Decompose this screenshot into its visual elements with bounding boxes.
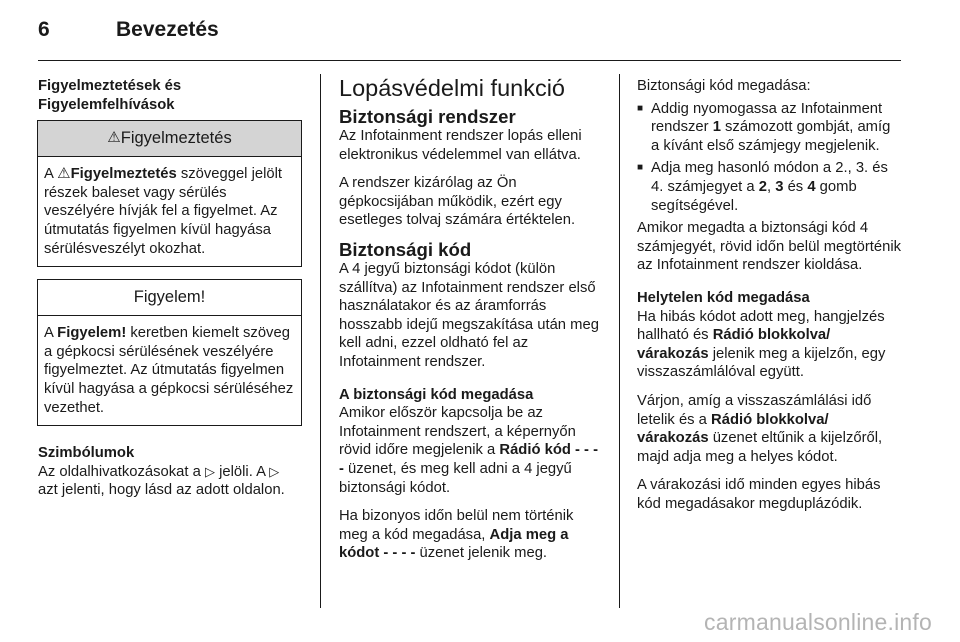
paragraph: A rendszer kizárólag az Ön gépkocsijában működik, ezért egy esetleges tolvaj számára értéktelen. bbox=[339, 175, 576, 229]
paragraph: Amikor megadta a biztonsági kód 4 számjegyét, rövid időn belül megtörténik az Infotainment rendszer kioldása. bbox=[637, 220, 902, 274]
caution-box-title: Figyelem! bbox=[133, 288, 206, 307]
header-rule bbox=[38, 60, 901, 61]
paragraph: Az Infotainment rendszer lopás elleni elektronikus védelemmel van ellátva. bbox=[339, 128, 582, 163]
subtitle-wrong-code: Helytelen kód megadása bbox=[637, 289, 810, 306]
page-number: 6 bbox=[38, 18, 50, 41]
column-right bbox=[637, 77, 901, 523]
column-divider-1 bbox=[320, 74, 321, 608]
page-header bbox=[38, 18, 219, 42]
page-reference-arrow-icon: ▷ bbox=[269, 463, 280, 479]
subtitle-security-system: Biztonsági rendszer bbox=[339, 106, 516, 127]
symbols-title: Szimbólumok bbox=[38, 445, 135, 462]
paragraph: Amikor először kapcsolja be az Infotainment rendszert, a képernyőn rövid időre megjelenik a Rádió kód - - - - üzenet, és meg kell adni a 4 jegyű biztonsági kódot. bbox=[339, 405, 599, 496]
column-middle bbox=[339, 77, 603, 573]
caution-box-header bbox=[38, 280, 301, 316]
page-reference-arrow-icon: ▷ bbox=[204, 463, 215, 479]
paragraph: Biztonsági kód megadása: bbox=[637, 78, 811, 94]
paragraph: A várakozási idő minden egyes hibás kód megadásakor megduplázódik. bbox=[637, 477, 881, 512]
list-item: ■ Adja meg hasonló módon a 2., 3. és 4. számjegyet a 2, 3 és 4 gomb segítségével. bbox=[637, 159, 901, 215]
symbols-text: Az oldalhivatkozásokat a ▷ jelöli. A ▷ azt jelenti, hogy lásd az adott oldalon. bbox=[38, 463, 285, 499]
list-item: ■ Addig nyomogassa az Infotainment rendszer 1 számozott gombját, amíg a kívánt első számjegy megjelenik. bbox=[637, 100, 901, 156]
warning-box bbox=[37, 120, 302, 267]
section-title-antitheft: Lopásvédelmi funkció bbox=[339, 75, 565, 101]
caution-box bbox=[37, 279, 302, 426]
paragraph: Ha hibás kódot adott meg, hangjelzés hallható és Rádió blokkolva/ várakozás jelenik meg a kijelzőn, egy visszaszámlálóval együtt. bbox=[637, 308, 886, 381]
warning-triangle-icon: ⚠ bbox=[57, 165, 71, 183]
chapter-title: Bevezetés bbox=[116, 18, 219, 41]
subtitle-security-code: Biztonsági kód bbox=[339, 238, 472, 260]
steps-list bbox=[637, 100, 901, 216]
watermark: carmanualsonline.info bbox=[704, 609, 932, 635]
subtitle-entering-code: A biztonsági kód megadása bbox=[339, 386, 534, 403]
caution-box-body: A Figyelem! keretben kiemelt szöveg a gépkocsi sérülésének veszélyére figyelmeztet. Az útmutatás figyelmen kívül hagyása a gépkocsi sérüléséhez vezethet. bbox=[44, 325, 294, 416]
column-divider-2 bbox=[619, 74, 620, 608]
paragraph: Ha bizonyos időn belül nem történik meg a kód megadása, Adja meg a kódot - - - - üzenet jelenik meg. bbox=[339, 508, 574, 562]
warning-triangle-icon: ⚠ bbox=[107, 129, 121, 147]
warning-box-header bbox=[38, 121, 301, 157]
column-left bbox=[38, 77, 302, 510]
warning-box-title: Figyelmeztetés bbox=[120, 129, 232, 148]
paragraph: A 4 jegyű biztonsági kódot (külön szállítva) az Infotainment rendszer első használatakor és az áramforrás hosszabb idejű megszakítása után meg kell adni, ezzel oldható fel az Infotainment rendszer. bbox=[339, 260, 599, 370]
warning-box-body: A ⚠Figyelmeztetés szöveggel jelölt részek baleset vagy sérülés veszélyére hívják fel a figyelmet. Az útmutatás figyelmen kívül hagyása sérülésveszélyt okozhat. bbox=[44, 165, 283, 257]
paragraph: Várjon, amíg a visszaszámlálási idő letelik és a Rádió blokkolva/ várakozás üzenet eltűnik a kijelzőről, majd adja meg a helyes kódot. bbox=[637, 392, 883, 465]
section-title-warnings: Figyelmeztetések és Figyelemfelhívások bbox=[38, 78, 182, 113]
